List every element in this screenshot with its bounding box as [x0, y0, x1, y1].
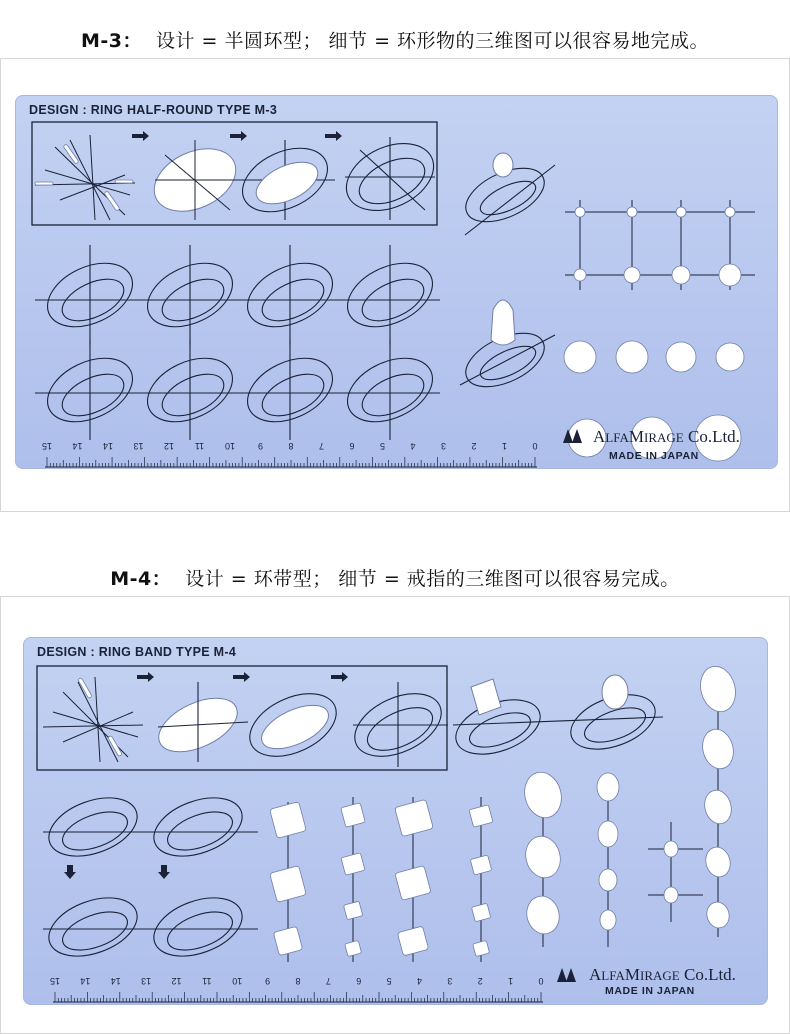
brand-name [589, 965, 736, 985]
made-in-label: MADE IN JAPAN [609, 450, 699, 462]
slot-cutouts [78, 677, 122, 756]
stone-cutout [471, 679, 501, 715]
template-drawing-m4 [23, 637, 768, 1005]
ring-inner-cutout [255, 696, 335, 757]
ruler-label: 11 [202, 976, 212, 986]
ruler-label: 6 [356, 976, 362, 986]
image-frame-m3 [0, 58, 790, 512]
ruler-label: 5 [386, 976, 392, 986]
ruler-label: 5 [379, 441, 386, 451]
ruler-label: 8 [288, 441, 294, 451]
ruler-label: 6 [349, 441, 355, 451]
ruler-label: 4 [416, 976, 423, 986]
ruler-label: 7 [318, 441, 325, 451]
brand-company: Co.Ltd. [687, 427, 740, 446]
ring-grid-icons [41, 787, 258, 967]
image-frame-m4 [0, 596, 790, 1034]
ruler-label: 7 [325, 976, 331, 986]
ring-with-stone-icon [458, 157, 555, 397]
caption-m4 [0, 564, 790, 591]
template-plate-m4 [23, 637, 768, 1005]
plate-title: DESIGN : RING BAND TYPE M-4 [37, 645, 237, 659]
brand-letter: LFA [601, 968, 625, 983]
caption-code: M-4： [110, 568, 172, 590]
brand-letter: LFA [605, 430, 629, 445]
ruler-label: 4 [410, 441, 416, 451]
template-drawing-m3 [15, 95, 778, 469]
brand-letter: A [593, 427, 606, 446]
arrow-icons [132, 131, 342, 141]
ruler-ticks [55, 992, 541, 1002]
stone-shape-cutouts [270, 662, 741, 956]
plate-title: DESIGN : RING HALF-ROUND TYPE M-3 [29, 103, 278, 117]
ruler-label: 9 [257, 441, 264, 451]
ruler-ticks [47, 457, 535, 467]
ruler-label: 14 [102, 441, 114, 451]
brand-letter: M [628, 427, 645, 446]
ruler-label: 2 [477, 976, 483, 986]
ruler-label: 14 [80, 976, 91, 986]
brand-company: Co.Ltd. [683, 965, 736, 984]
stone-cutout [491, 300, 515, 345]
stone-cutout [602, 675, 628, 709]
ruler-label: 15 [41, 441, 53, 451]
ring-sketch-icon [336, 130, 445, 223]
ruler-label: 3 [440, 441, 447, 451]
caption-m3 [0, 26, 790, 53]
ruler-label: 8 [295, 976, 301, 986]
stone-circle-cutouts [564, 207, 744, 461]
stone-cutout [493, 153, 513, 177]
ruler-label: 14 [110, 976, 121, 986]
caption-code: M-3： [80, 30, 142, 52]
made-in-label: MADE IN JAPAN [605, 985, 695, 997]
ruler-label: 15 [49, 976, 61, 986]
ruler-label: 1 [508, 976, 514, 986]
down-arrow-icons [64, 865, 170, 879]
ruler-label: 12 [171, 976, 182, 986]
ruler-labels [42, 441, 538, 451]
ruler-label: 2 [471, 441, 477, 451]
brand-letter: IRAGE [644, 430, 684, 445]
brand-letter: M [624, 965, 641, 984]
caption-text: 设计 = 环带型； 细节 = 戒指的三维图可以很容易完成。 [185, 568, 680, 590]
brand-letter: A [589, 965, 602, 984]
ruler-label: 13 [133, 441, 144, 451]
caption-text: 设计 = 半圆环型； 细节 = 环形物的三维图可以很容易地完成。 [155, 30, 710, 52]
template-plate-m3 [15, 95, 778, 469]
brand-letter: IRAGE [640, 968, 680, 983]
ruler-label: 0 [532, 441, 538, 451]
guide-lines-icon [43, 677, 143, 762]
ring-inner-cutout [250, 154, 324, 213]
ruler-label: 9 [265, 976, 271, 986]
ruler-label: 0 [538, 976, 544, 986]
ruler-label: 12 [163, 441, 175, 451]
brand-name [593, 427, 740, 447]
ruler-label: 10 [224, 441, 236, 451]
ruler-labels [50, 976, 544, 986]
ruler-label: 13 [141, 976, 152, 986]
ring-grid-icons [35, 245, 443, 440]
ruler-label: 1 [501, 441, 508, 451]
ruler-label: 14 [72, 441, 83, 451]
arrow-icons [137, 672, 348, 682]
guide-lines-icon [35, 135, 135, 220]
alfa-mirage-logo-icon [557, 968, 576, 982]
ruler-label: 11 [194, 441, 205, 451]
ruler-label: 3 [447, 976, 453, 986]
ruler-label: 10 [232, 976, 243, 986]
